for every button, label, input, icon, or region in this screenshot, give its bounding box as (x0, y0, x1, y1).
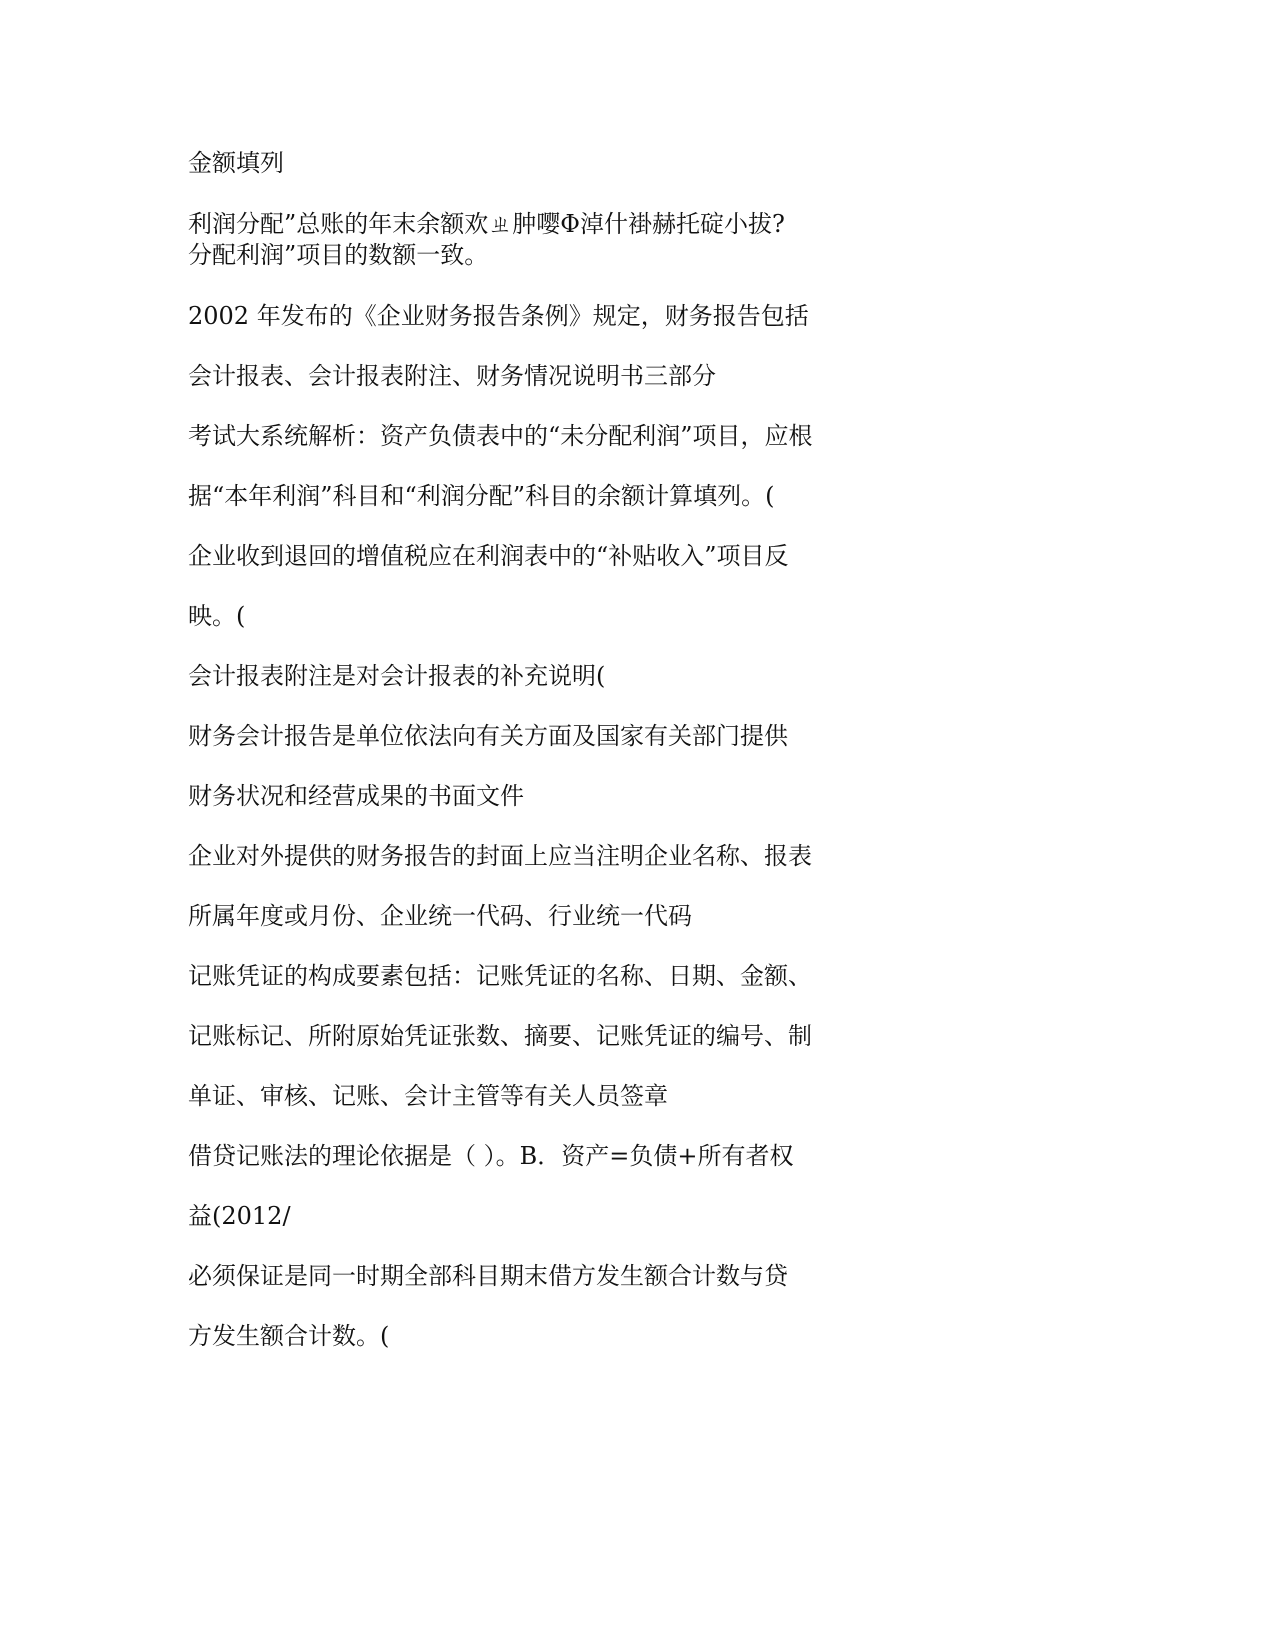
text-line-3: 分配利润”项目的数额一致。 (188, 241, 489, 269)
text-line-20: 必须保证是同一时期全部科目期末借方发生额合计数与贷 (188, 1262, 788, 1290)
text-line-8: 企业收到退回的增值税应在利润表中的“补贴收入”项目反 (188, 542, 789, 570)
text-line-19: 益(2012/ (188, 1202, 291, 1230)
text-line-10: 会计报表附注是对会计报表的补充说明( (188, 662, 606, 690)
text-line-9: 映。( (188, 602, 246, 630)
text-line-4: 2002 年发布的《企业财务报告条例》规定，财务报告包括 (188, 302, 809, 330)
text-line-17: 单证、审核、记账、会计主管等有关人员签章 (188, 1082, 668, 1110)
text-line-7: 据“本年利润”科目和“利润分配”科目的余额计算填列。( (188, 482, 775, 510)
text-line-15: 记账凭证的构成要素包括：记账凭证的名称、日期、金额、 (188, 962, 812, 990)
text-line-12: 财务状况和经营成果的书面文件 (188, 782, 524, 810)
text-line-6: 考试大系统解析：资产负债表中的“未分配利润”项目，应根 (188, 422, 813, 450)
text-line-5: 会计报表、会计报表附注、财务情况说明书三部分 (188, 362, 716, 390)
text-line-14: 所属年度或月份、企业统一代码、行业统一代码 (188, 902, 692, 930)
text-line-2: 利润分配”总账的年末余额欢ㄓ肿嘤Φ淖什褂赫托碇小拔? (188, 210, 785, 238)
text-line-1: 金额填列 (188, 149, 284, 177)
text-line-18: 借贷记账法的理论依据是（ ）。B．资产=负债+所有者权 (188, 1142, 794, 1170)
text-line-11: 财务会计报告是单位依法向有关方面及国家有关部门提供 (188, 722, 788, 750)
text-line-16: 记账标记、所附原始凭证张数、摘要、记账凭证的编号、制 (188, 1022, 812, 1050)
text-line-13: 企业对外提供的财务报告的封面上应当注明企业名称、报表 (188, 842, 812, 870)
text-line-21: 方发生额合计数。( (188, 1322, 390, 1350)
